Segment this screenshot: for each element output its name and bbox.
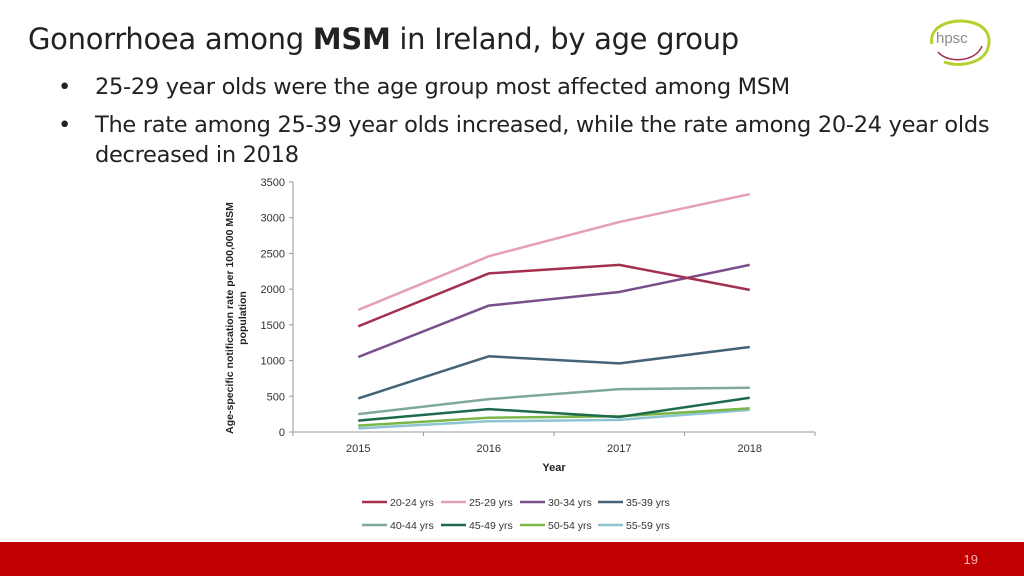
legend-item: [441, 520, 513, 532]
y-tick-label: 2000: [260, 284, 285, 297]
legend-item: [362, 520, 434, 532]
series-line-35-39-yrs: [358, 347, 750, 398]
chart-legend: [362, 497, 670, 532]
logo-text: hpsc: [936, 30, 968, 47]
series-line-25-29-yrs: [358, 194, 750, 310]
y-tick-label: 2500: [260, 248, 285, 261]
y-tick-label: 3000: [260, 212, 285, 225]
legend-label: 30-34 yrs: [548, 497, 592, 509]
footer-bar: [0, 542, 1024, 576]
x-tick-label: 2018: [737, 443, 762, 455]
y-tick-label: 3500: [260, 177, 285, 189]
series-line-40-44-yrs: [358, 388, 750, 414]
bullet-text: The rate among 25-39 year olds increased, while the rate among 20-24 year olds decreased in 2018: [95, 112, 990, 168]
y-tick-label: 0: [278, 427, 285, 439]
series-line-20-24-yrs: [358, 265, 750, 326]
legend-item: [441, 497, 513, 509]
legend-label: 45-49 yrs: [469, 520, 513, 532]
chart-series: [358, 194, 750, 428]
legend-item: [598, 497, 670, 509]
page-number: 19: [963, 552, 978, 567]
y-axis-label: [224, 202, 249, 434]
x-tick-label: 2017: [607, 443, 632, 455]
y-axis-label-line1: Age-specific notification rate per 100,000 MSM: [224, 202, 236, 434]
title-suffix: in Ireland, by age group: [390, 22, 739, 56]
legend-label: 25-29 yrs: [469, 497, 513, 509]
legend-label: 50-54 yrs: [548, 520, 592, 532]
legend-item: [520, 497, 592, 509]
title-bold: MSM: [312, 22, 391, 56]
title-prefix: Gonorrhoea among: [28, 22, 313, 56]
bullet-text: 25-29 year olds were the age group most affected among MSM: [95, 74, 790, 100]
legend-label: 40-44 yrs: [390, 520, 434, 532]
legend-item: [362, 497, 434, 509]
y-tick-label: 1000: [260, 355, 285, 368]
legend-label: 20-24 yrs: [390, 497, 434, 509]
legend-item: [520, 520, 592, 532]
bullet-icon: •: [58, 74, 71, 100]
legend-item: [598, 520, 670, 532]
bullet-icon: •: [58, 112, 71, 138]
legend-label: 35-39 yrs: [626, 497, 670, 509]
y-axis-label-line2: population: [237, 291, 249, 345]
y-tick-label: 1500: [260, 319, 285, 332]
x-axis-label: Year: [542, 462, 566, 474]
x-tick-label: 2015: [346, 443, 371, 455]
series-line-50-54-yrs: [358, 408, 750, 425]
x-tick-label: 2016: [476, 443, 501, 455]
y-tick-label: 500: [266, 391, 285, 404]
legend-label: 55-59 yrs: [626, 520, 670, 532]
